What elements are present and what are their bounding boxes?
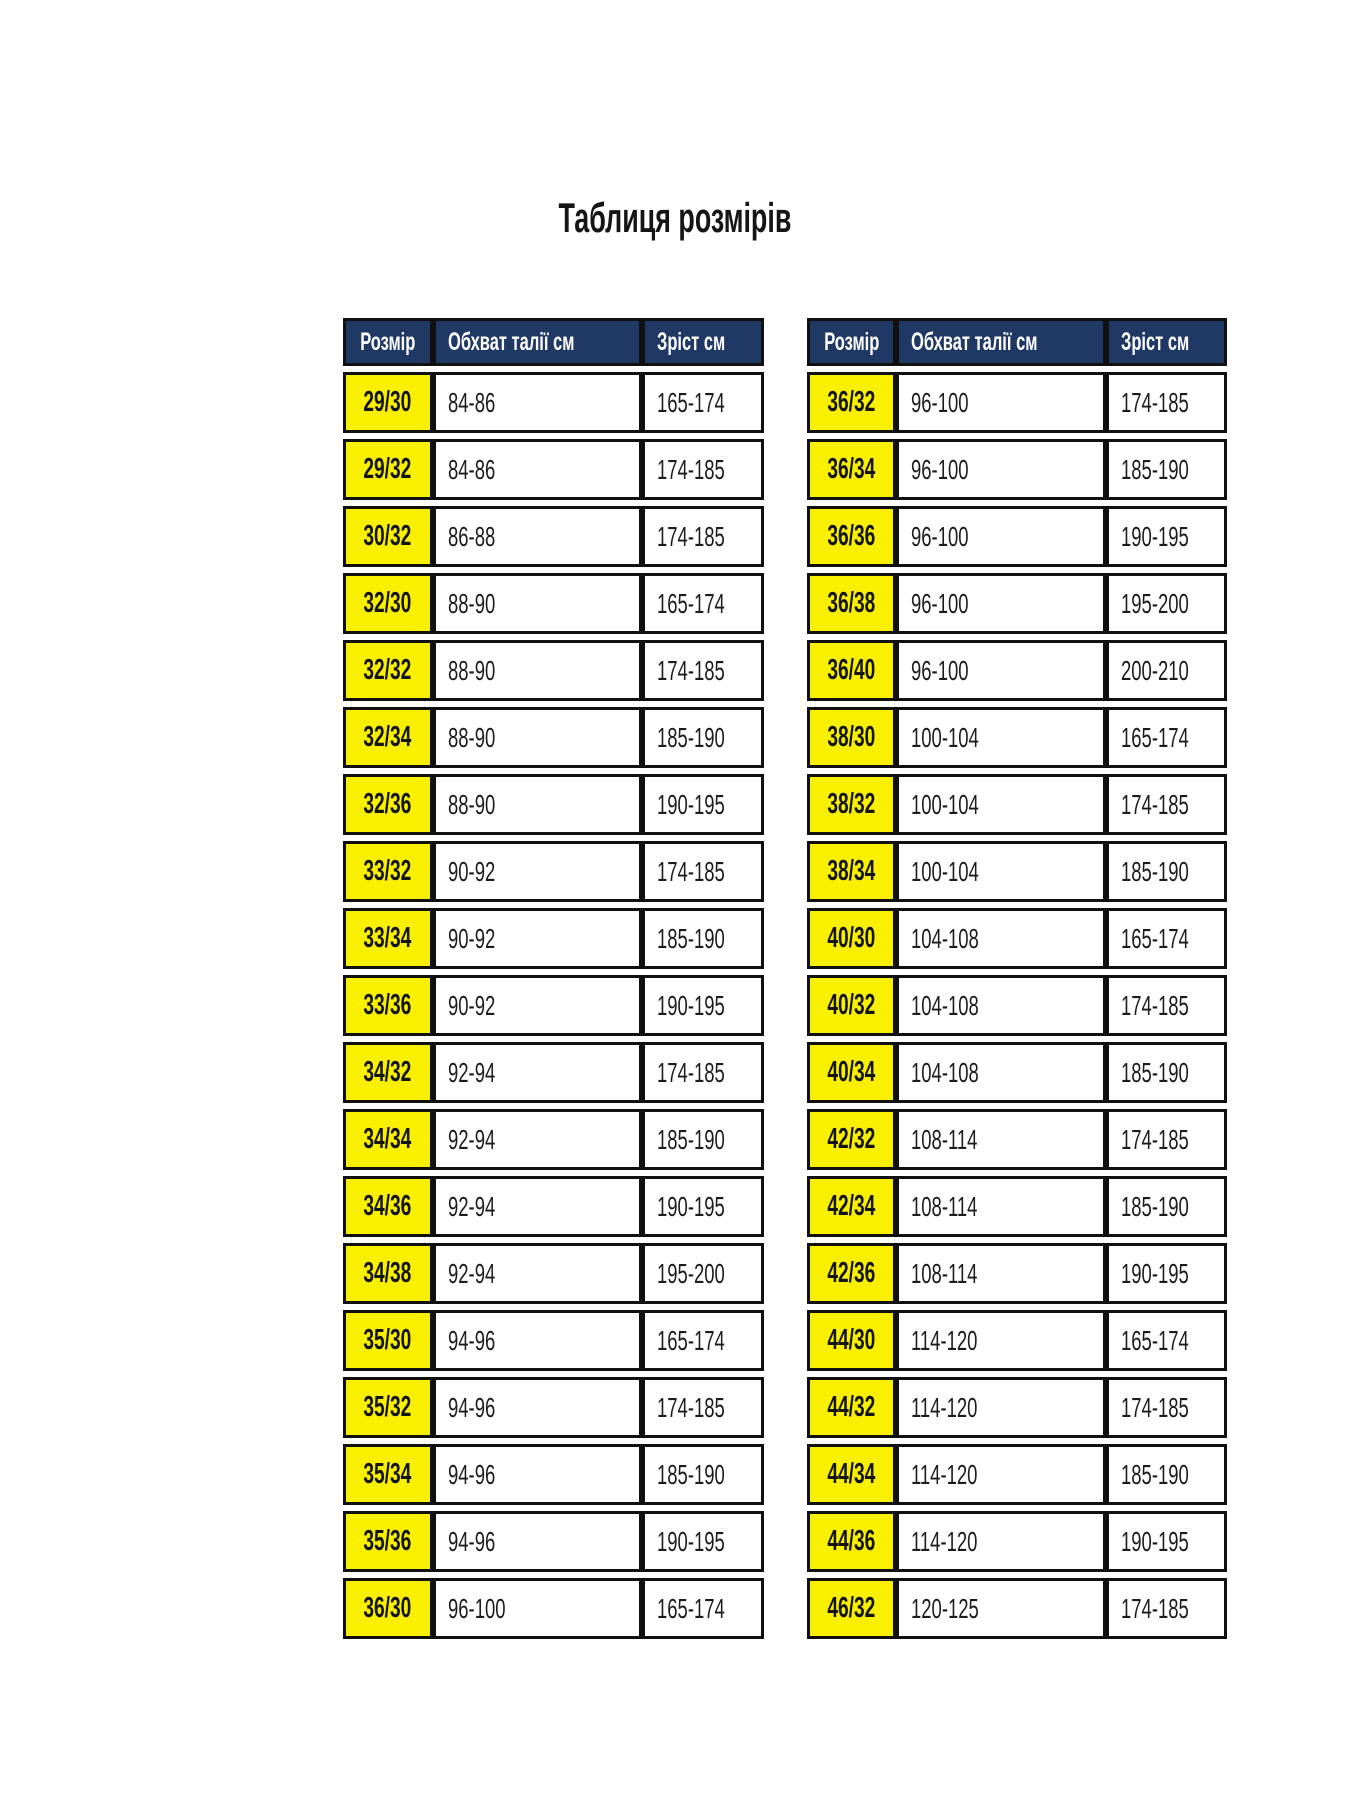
- header-row: [807, 318, 1228, 366]
- table-row: [807, 841, 1228, 902]
- column-header-label: Розмір: [823, 327, 879, 356]
- size-cell: [343, 1310, 433, 1371]
- column-header-size: [343, 318, 433, 366]
- table-row: [807, 1444, 1228, 1505]
- table-row: [343, 841, 764, 902]
- size-value: 33/36: [363, 989, 412, 1021]
- table-row: [807, 908, 1228, 969]
- height-value: 185-190: [657, 721, 725, 753]
- size-value: 40/34: [827, 1056, 876, 1088]
- height-cell: [1106, 707, 1227, 768]
- height-cell: [642, 707, 763, 768]
- table-row: [343, 372, 764, 433]
- height-value: 165-174: [657, 386, 725, 418]
- size-cell: [343, 439, 433, 500]
- size-value: 36/30: [363, 1592, 412, 1624]
- waist-value: 90-92: [447, 922, 495, 954]
- height-value: 174-185: [1120, 1592, 1189, 1624]
- table-row: [807, 372, 1228, 433]
- height-cell: [642, 1243, 763, 1304]
- height-cell: [1106, 975, 1227, 1036]
- table-row: [343, 1042, 764, 1103]
- height-value: 190-195: [657, 989, 725, 1021]
- table-row: [343, 707, 764, 768]
- height-cell: [1106, 640, 1227, 701]
- table-row: [343, 506, 764, 567]
- size-value: 34/38: [363, 1257, 412, 1289]
- height-value: 165-174: [1120, 1324, 1189, 1356]
- waist-cell: [896, 1243, 1106, 1304]
- waist-cell: [896, 774, 1106, 835]
- height-value: 195-200: [1120, 587, 1189, 619]
- table-row: [807, 1243, 1228, 1304]
- height-value: 165-174: [1120, 721, 1189, 753]
- height-value: 200-210: [1120, 654, 1189, 686]
- size-cell: [343, 1243, 433, 1304]
- size-cell: [807, 908, 897, 969]
- waist-value: 92-94: [447, 1190, 495, 1222]
- table-row: [343, 908, 764, 969]
- height-cell: [1106, 1444, 1227, 1505]
- size-value: 36/32: [827, 386, 876, 418]
- size-value: 38/32: [827, 788, 876, 820]
- height-value: 165-174: [1120, 922, 1189, 954]
- size-value: 29/30: [363, 386, 412, 418]
- height-cell: [1106, 439, 1227, 500]
- table-row: [807, 439, 1228, 500]
- waist-cell: [433, 506, 643, 567]
- size-value: 32/36: [363, 788, 412, 820]
- waist-value: 100-104: [911, 855, 979, 887]
- size-cell: [807, 1042, 897, 1103]
- waist-cell: [433, 707, 643, 768]
- size-value: 32/34: [363, 721, 412, 753]
- waist-value: 92-94: [447, 1257, 495, 1289]
- waist-value: 96-100: [911, 587, 969, 619]
- table-row: [807, 640, 1228, 701]
- table-row: [343, 1109, 764, 1170]
- waist-value: 94-96: [447, 1525, 495, 1557]
- size-value: 38/34: [827, 855, 876, 887]
- size-cell: [343, 1377, 433, 1438]
- waist-cell: [433, 1310, 643, 1371]
- waist-cell: [433, 640, 643, 701]
- height-cell: [642, 1109, 763, 1170]
- height-value: 190-195: [657, 788, 725, 820]
- size-value: 36/36: [827, 520, 876, 552]
- size-value: 33/34: [363, 922, 412, 954]
- height-value: 174-185: [657, 453, 725, 485]
- waist-cell: [433, 439, 643, 500]
- waist-value: 114-120: [911, 1324, 978, 1356]
- size-value: 34/34: [363, 1123, 412, 1155]
- size-value: 32/30: [363, 587, 412, 619]
- waist-value: 92-94: [447, 1056, 495, 1088]
- table-row: [343, 975, 764, 1036]
- height-cell: [1106, 1176, 1227, 1237]
- waist-cell: [433, 1176, 643, 1237]
- waist-cell: [433, 1243, 643, 1304]
- column-header-label: Зріст см: [1120, 327, 1189, 356]
- height-cell: [642, 975, 763, 1036]
- height-value: 190-195: [1120, 1257, 1189, 1289]
- page-title: [0, 192, 1350, 244]
- waist-value: 108-114: [911, 1257, 978, 1289]
- table-row: [343, 1310, 764, 1371]
- column-header-height: [1106, 318, 1227, 366]
- table-row: [343, 774, 764, 835]
- height-cell: [642, 908, 763, 969]
- height-value: 185-190: [1120, 1190, 1189, 1222]
- table-row: [343, 439, 764, 500]
- size-value: 40/32: [827, 989, 876, 1021]
- table-row: [343, 1176, 764, 1237]
- size-cell: [807, 1511, 897, 1572]
- height-value: 174-185: [657, 520, 725, 552]
- size-value: 34/36: [363, 1190, 412, 1222]
- waist-cell: [896, 1042, 1106, 1103]
- waist-cell: [896, 1310, 1106, 1371]
- waist-value: 92-94: [447, 1123, 495, 1155]
- waist-value: 84-86: [447, 386, 495, 418]
- height-value: 185-190: [657, 922, 725, 954]
- size-value: 30/32: [363, 520, 412, 552]
- height-cell: [1106, 1511, 1227, 1572]
- waist-value: 96-100: [911, 654, 969, 686]
- size-value: 40/30: [827, 922, 876, 954]
- table-row: [807, 774, 1228, 835]
- waist-value: 114-120: [911, 1458, 978, 1490]
- size-cell: [807, 640, 897, 701]
- size-value: 44/36: [827, 1525, 876, 1557]
- height-value: 174-185: [657, 654, 725, 686]
- waist-value: 114-120: [911, 1525, 978, 1557]
- size-value: 42/32: [827, 1123, 876, 1155]
- size-cell: [343, 975, 433, 1036]
- height-cell: [1106, 1042, 1227, 1103]
- waist-cell: [433, 841, 643, 902]
- waist-cell: [896, 573, 1106, 634]
- size-value: 42/34: [827, 1190, 876, 1222]
- size-cell: [343, 1042, 433, 1103]
- height-value: 185-190: [1120, 1056, 1189, 1088]
- waist-value: 100-104: [911, 721, 979, 753]
- waist-value: 120-125: [911, 1592, 979, 1624]
- column-header-label: Розмір: [360, 327, 416, 356]
- height-cell: [642, 841, 763, 902]
- size-value: 36/38: [827, 587, 876, 619]
- height-cell: [642, 1042, 763, 1103]
- size-table-right: [807, 312, 1228, 1645]
- waist-cell: [433, 1511, 643, 1572]
- waist-cell: [433, 975, 643, 1036]
- height-value: 185-190: [1120, 453, 1189, 485]
- size-value: 35/34: [363, 1458, 412, 1490]
- waist-cell: [896, 1377, 1106, 1438]
- size-cell: [343, 774, 433, 835]
- waist-cell: [896, 1176, 1106, 1237]
- waist-cell: [433, 1042, 643, 1103]
- height-value: 174-185: [1120, 1391, 1189, 1423]
- height-value: 165-174: [657, 1592, 725, 1624]
- height-cell: [1106, 573, 1227, 634]
- size-cell: [807, 1377, 897, 1438]
- height-cell: [1106, 774, 1227, 835]
- table-row: [343, 1578, 764, 1639]
- size-cell: [343, 841, 433, 902]
- size-cell: [343, 1578, 433, 1639]
- waist-cell: [896, 439, 1106, 500]
- size-value: 35/32: [363, 1391, 412, 1423]
- size-value: 44/32: [827, 1391, 876, 1423]
- height-value: 195-200: [657, 1257, 725, 1289]
- size-cell: [343, 707, 433, 768]
- waist-cell: [433, 1377, 643, 1438]
- waist-value: 104-108: [911, 1056, 979, 1088]
- height-cell: [1106, 1377, 1227, 1438]
- size-cell: [807, 372, 897, 433]
- height-value: 190-195: [657, 1525, 725, 1557]
- height-cell: [1106, 506, 1227, 567]
- waist-value: 88-90: [447, 654, 495, 686]
- header-row: [343, 318, 764, 366]
- height-cell: [1106, 1243, 1227, 1304]
- size-value: 35/36: [363, 1525, 412, 1557]
- size-cell: [343, 1511, 433, 1572]
- waist-value: 108-114: [911, 1123, 978, 1155]
- waist-value: 114-120: [911, 1391, 978, 1423]
- table-row: [807, 1310, 1228, 1371]
- height-value: 185-190: [1120, 855, 1189, 887]
- height-value: 174-185: [657, 855, 725, 887]
- height-cell: [642, 439, 763, 500]
- height-cell: [642, 573, 763, 634]
- size-value: 36/40: [827, 654, 876, 686]
- size-cell: [807, 975, 897, 1036]
- height-cell: [642, 1511, 763, 1572]
- size-value: 44/30: [827, 1324, 876, 1356]
- height-value: 190-195: [1120, 520, 1189, 552]
- height-cell: [642, 372, 763, 433]
- size-value: 38/30: [827, 721, 876, 753]
- waist-value: 94-96: [447, 1324, 495, 1356]
- size-value: 33/32: [363, 855, 412, 887]
- size-cell: [807, 1578, 897, 1639]
- waist-cell: [433, 774, 643, 835]
- waist-cell: [433, 1109, 643, 1170]
- height-cell: [642, 1578, 763, 1639]
- column-header-label: Обхват талії см: [911, 327, 1038, 356]
- size-cell: [807, 774, 897, 835]
- waist-value: 88-90: [447, 587, 495, 619]
- waist-cell: [896, 1109, 1106, 1170]
- table-row: [807, 1042, 1228, 1103]
- height-value: 174-185: [1120, 1123, 1189, 1155]
- table-row: [343, 1243, 764, 1304]
- height-cell: [642, 506, 763, 567]
- height-cell: [642, 1377, 763, 1438]
- height-value: 190-195: [1120, 1525, 1189, 1557]
- height-value: 165-174: [657, 1324, 725, 1356]
- waist-value: 84-86: [447, 453, 495, 485]
- size-value: 35/30: [363, 1324, 412, 1356]
- size-value: 29/32: [363, 453, 412, 485]
- size-cell: [807, 707, 897, 768]
- size-value: 42/36: [827, 1257, 876, 1289]
- height-value: 174-185: [657, 1056, 725, 1088]
- table-row: [807, 1578, 1228, 1639]
- size-cell: [343, 372, 433, 433]
- height-cell: [1106, 1578, 1227, 1639]
- table-row: [343, 1377, 764, 1438]
- size-cell: [807, 1310, 897, 1371]
- waist-cell: [896, 908, 1106, 969]
- waist-cell: [433, 573, 643, 634]
- column-header-label: Зріст см: [657, 327, 726, 356]
- page-title-text: Таблиця розмірів: [558, 194, 792, 241]
- size-cell: [807, 506, 897, 567]
- waist-value: 94-96: [447, 1391, 495, 1423]
- waist-value: 86-88: [447, 520, 495, 552]
- waist-value: 108-114: [911, 1190, 978, 1222]
- waist-value: 94-96: [447, 1458, 495, 1490]
- size-cell: [343, 640, 433, 701]
- size-value: 32/32: [363, 654, 412, 686]
- column-header-size: [807, 318, 897, 366]
- waist-value: 90-92: [447, 989, 495, 1021]
- size-cell: [807, 1176, 897, 1237]
- waist-value: 104-108: [911, 989, 979, 1021]
- size-cell: [343, 573, 433, 634]
- table-row: [343, 1444, 764, 1505]
- waist-value: 100-104: [911, 788, 979, 820]
- waist-value: 88-90: [447, 721, 495, 753]
- size-value: 36/34: [827, 453, 876, 485]
- height-cell: [642, 640, 763, 701]
- table-row: [343, 1511, 764, 1572]
- waist-cell: [433, 908, 643, 969]
- waist-value: 90-92: [447, 855, 495, 887]
- size-tables-container: [343, 312, 1227, 1645]
- waist-value: 96-100: [447, 1592, 506, 1624]
- height-value: 174-185: [1120, 788, 1189, 820]
- waist-value: 96-100: [911, 386, 969, 418]
- table-row: [807, 1511, 1228, 1572]
- waist-value: 88-90: [447, 788, 495, 820]
- table-row: [807, 1176, 1228, 1237]
- size-cell: [343, 908, 433, 969]
- column-header-waist: [896, 318, 1106, 366]
- table-row: [807, 707, 1228, 768]
- size-cell: [807, 841, 897, 902]
- height-value: 185-190: [657, 1123, 725, 1155]
- waist-cell: [896, 506, 1106, 567]
- waist-cell: [896, 1444, 1106, 1505]
- size-cell: [343, 1444, 433, 1505]
- height-cell: [1106, 1310, 1227, 1371]
- height-cell: [1106, 372, 1227, 433]
- table-row: [807, 506, 1228, 567]
- size-cell: [807, 1243, 897, 1304]
- waist-cell: [896, 372, 1106, 433]
- height-value: 190-195: [657, 1190, 725, 1222]
- size-cell: [343, 506, 433, 567]
- height-cell: [1106, 841, 1227, 902]
- height-cell: [1106, 1109, 1227, 1170]
- height-cell: [642, 774, 763, 835]
- size-table-left: [343, 312, 764, 1645]
- size-cell: [343, 1109, 433, 1170]
- size-value: 44/34: [827, 1458, 876, 1490]
- table-row: [807, 1377, 1228, 1438]
- waist-cell: [896, 1578, 1106, 1639]
- size-cell: [807, 1444, 897, 1505]
- waist-cell: [896, 707, 1106, 768]
- size-cell: [807, 573, 897, 634]
- waist-cell: [896, 640, 1106, 701]
- table-row: [807, 975, 1228, 1036]
- size-value: 46/32: [827, 1592, 876, 1624]
- table-row: [807, 573, 1228, 634]
- height-value: 174-185: [1120, 386, 1189, 418]
- waist-cell: [433, 1444, 643, 1505]
- height-cell: [642, 1444, 763, 1505]
- column-header-label: Обхват талії см: [447, 327, 575, 356]
- height-cell: [642, 1176, 763, 1237]
- column-header-waist: [433, 318, 643, 366]
- waist-value: 104-108: [911, 922, 979, 954]
- waist-cell: [896, 841, 1106, 902]
- size-cell: [807, 1109, 897, 1170]
- table-row: [343, 640, 764, 701]
- height-value: 165-174: [657, 587, 725, 619]
- height-cell: [642, 1310, 763, 1371]
- table-row: [807, 1109, 1228, 1170]
- waist-cell: [433, 1578, 643, 1639]
- waist-cell: [896, 1511, 1106, 1572]
- waist-cell: [896, 975, 1106, 1036]
- size-cell: [807, 439, 897, 500]
- height-value: 185-190: [1120, 1458, 1189, 1490]
- table-row: [343, 573, 764, 634]
- height-value: 174-185: [1120, 989, 1189, 1021]
- column-header-height: [642, 318, 763, 366]
- waist-value: 96-100: [911, 453, 969, 485]
- height-value: 174-185: [657, 1391, 725, 1423]
- size-value: 34/32: [363, 1056, 412, 1088]
- size-cell: [343, 1176, 433, 1237]
- waist-value: 96-100: [911, 520, 969, 552]
- height-cell: [1106, 908, 1227, 969]
- height-value: 185-190: [657, 1458, 725, 1490]
- waist-cell: [433, 372, 643, 433]
